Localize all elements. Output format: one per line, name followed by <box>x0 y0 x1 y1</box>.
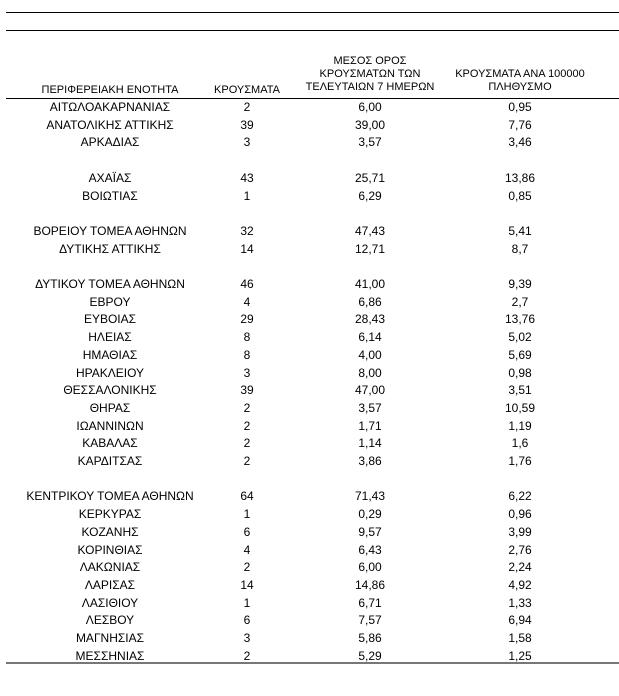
cell-region: ΗΛΕΙΑΣ <box>88 330 132 345</box>
cell-avg7: 28,43 <box>354 312 386 327</box>
cell-avg7: 6,43 <box>358 542 382 557</box>
header-region: ΠΕΡΙΦΕΡΕΙΑΚΗ ΕΝΟΤΗΤΑ <box>41 84 179 96</box>
cell-cases: 2 <box>243 560 251 575</box>
cell-region: ΑΝΑΤΟΛΙΚΗΣ ΑΤΤΙΚΗΣ <box>46 117 174 132</box>
table-row <box>0 311 619 327</box>
table-row <box>0 117 619 133</box>
cell-region: ΚΑΡΔΙΤΣΑΣ <box>77 454 143 468</box>
header-cases: ΚΡΟΥΣΜΑΤΑ <box>214 84 280 96</box>
cell-per100k: 5,69 <box>508 347 532 362</box>
table-row <box>0 630 619 646</box>
table-row <box>0 241 619 257</box>
cell-avg7: 41,00 <box>354 277 386 291</box>
cell-per100k: 4,92 <box>508 577 532 592</box>
table-row <box>0 382 619 398</box>
cell-per100k: 0,96 <box>508 507 532 522</box>
cell-per100k: 1,33 <box>508 595 532 610</box>
cell-per100k: 7,76 <box>508 117 532 132</box>
cell-region: ΚΕΡΚΥΡΑΣ <box>78 507 142 522</box>
cell-region: ΘΗΡΑΣ <box>89 400 131 415</box>
cell-per100k: 13,86 <box>504 170 536 185</box>
cell-per100k: 0,95 <box>508 100 532 114</box>
cell-cases: 1 <box>243 188 251 203</box>
cell-cases: 3 <box>243 365 251 380</box>
table-row <box>0 577 619 593</box>
cell-cases: 4 <box>243 542 251 557</box>
cell-avg7: 7,57 <box>358 613 382 628</box>
cell-avg7: 4,00 <box>358 347 382 362</box>
cell-per100k: 6,22 <box>508 489 532 504</box>
table-row <box>0 595 619 611</box>
cell-region: ΛΕΣΒΟΥ <box>85 613 135 628</box>
cell-cases: 2 <box>243 648 251 663</box>
cell-per100k: 3,46 <box>508 135 532 150</box>
cell-per100k: 1,6 <box>511 436 529 451</box>
cell-cases: 8 <box>243 347 251 362</box>
cell-avg7: 25,71 <box>354 170 386 185</box>
cell-region: ΕΒΡΟΥ <box>89 294 131 309</box>
cell-cases: 6 <box>243 613 251 628</box>
cell-cases: 14 <box>240 241 254 256</box>
cell-cases: 32 <box>240 223 254 238</box>
cell-per100k: 2,24 <box>508 560 532 575</box>
cell-cases: 3 <box>243 135 251 150</box>
table-row <box>0 435 619 451</box>
cell-region: ΛΑΚΩΝΙΑΣ <box>79 560 141 575</box>
cell-cases: 46 <box>240 277 254 291</box>
cell-avg7: 71,43 <box>354 489 386 504</box>
table-row <box>0 347 619 363</box>
cell-region: ΘΕΣΣΑΛΟΝΙΚΗΣ <box>63 383 157 398</box>
cell-avg7: 47,43 <box>354 223 386 238</box>
cell-region: ΕΥΒΟΙΑΣ <box>83 312 137 327</box>
cell-cases: 2 <box>243 436 251 451</box>
cell-avg7: 47,00 <box>354 383 386 398</box>
table-row <box>0 524 619 540</box>
cell-region: ΛΑΡΙΣΑΣ <box>84 577 136 592</box>
cell-cases: 8 <box>243 330 251 345</box>
cell-per100k: 8,7 <box>511 241 529 256</box>
cell-cases: 14 <box>240 577 254 592</box>
table-row <box>0 329 619 345</box>
cell-cases: 64 <box>240 489 254 504</box>
table-row <box>0 276 619 292</box>
cell-per100k: 10,59 <box>504 400 536 415</box>
cell-cases: 4 <box>243 294 251 309</box>
cell-per100k: 1,19 <box>508 418 532 433</box>
cell-cases: 2 <box>243 454 251 468</box>
table-row <box>0 612 619 628</box>
cell-cases: 43 <box>240 170 254 185</box>
cell-region: ΒΟΙΩΤΙΑΣ <box>82 188 138 203</box>
cell-region: ΚΕΝΤΡΙΚΟΥ ΤΟΜΕΑ ΑΘΗΝΩΝ <box>26 489 194 504</box>
cell-per100k: 2,76 <box>508 542 532 557</box>
cell-per100k: 0,85 <box>508 188 532 203</box>
cell-cases: 39 <box>240 117 254 132</box>
cell-cases: 29 <box>240 312 254 327</box>
cell-avg7: 6,14 <box>358 330 382 345</box>
cell-region: ΒΟΡΕΙΟΥ ΤΟΜΕΑ ΑΘΗΝΩΝ <box>33 223 187 238</box>
header-avg7-line: ΚΡΟΥΣΜΑΤΩΝ ΤΩΝ <box>319 68 421 80</box>
cell-cases: 3 <box>243 631 251 645</box>
cell-avg7: 12,71 <box>354 241 386 256</box>
cell-cases: 1 <box>243 507 251 522</box>
cell-cases: 6 <box>243 524 251 539</box>
cell-per100k: 2,7 <box>511 294 529 309</box>
table-row <box>0 365 619 381</box>
cell-region: ΑΧΑΪΑΣ <box>88 170 132 185</box>
cell-region: ΛΑΣΙΘΙΟΥ <box>81 595 139 610</box>
cell-per100k: 5,41 <box>508 223 532 238</box>
table-row <box>0 542 619 558</box>
cell-region: ΗΡΑΚΛΕΙΟΥ <box>75 365 145 380</box>
cell-region: ΑΡΚΑΔΙΑΣ <box>80 135 140 150</box>
cell-avg7: 5,86 <box>358 631 382 645</box>
cell-cases: 2 <box>243 418 251 433</box>
table-row <box>0 400 619 416</box>
cell-avg7: 0,29 <box>358 507 382 522</box>
cell-region: ΑΙΤΩΛΟΑΚΑΡΝΑΝΙΑΣ <box>49 100 171 114</box>
cell-per100k: 9,39 <box>508 277 532 291</box>
cell-cases: 2 <box>243 100 251 114</box>
cell-region: ΚΟΡΙΝΘΙΑΣ <box>77 542 143 557</box>
table-row <box>0 418 619 434</box>
cell-per100k: 13,76 <box>504 312 536 327</box>
table-row <box>0 223 619 239</box>
cell-per100k: 6,94 <box>508 613 532 628</box>
cell-avg7: 3,86 <box>358 454 382 468</box>
table-row <box>0 294 619 310</box>
cell-avg7: 6,29 <box>358 188 382 203</box>
cell-region: ΔΥΤΙΚΗΣ ΑΤΤΙΚΗΣ <box>59 241 161 256</box>
cell-per100k: 3,51 <box>508 383 532 398</box>
cell-avg7: 39,00 <box>354 117 386 132</box>
cell-per100k: 5,02 <box>508 330 532 345</box>
cell-cases: 39 <box>240 383 254 398</box>
table-bottom-rule <box>6 662 619 664</box>
cell-per100k: 1,58 <box>508 631 532 645</box>
table-row <box>0 170 619 186</box>
cell-avg7: 6,86 <box>358 294 382 309</box>
cell-region: ΔΥΤΙΚΟΥ ΤΟΜΕΑ ΑΘΗΝΩΝ <box>35 277 185 291</box>
table-row <box>0 134 619 150</box>
header-per100k-line: ΠΛΗΘΥΣΜΟ <box>488 81 552 93</box>
cell-avg7: 1,71 <box>358 418 382 433</box>
table-row <box>0 188 619 204</box>
table-row <box>0 453 619 469</box>
cell-per100k: 0,98 <box>508 365 532 380</box>
table-row <box>0 559 619 575</box>
table-row <box>0 99 619 115</box>
cell-avg7: 5,29 <box>358 648 382 663</box>
header-avg7-line: ΤΕΛΕΥΤΑΙΩΝ 7 ΗΜΕΡΩΝ <box>305 81 435 93</box>
cell-region: ΜΕΣΣΗΝΙΑΣ <box>75 648 145 663</box>
cell-avg7: 3,57 <box>358 400 382 415</box>
cell-avg7: 14,86 <box>354 577 386 592</box>
cell-cases: 1 <box>243 595 251 610</box>
cell-avg7: 3,57 <box>358 135 382 150</box>
table-row <box>0 506 619 522</box>
cell-region: ΚΑΒΑΛΑΣ <box>82 436 138 451</box>
cell-avg7: 6,00 <box>358 560 382 575</box>
cell-avg7: 6,71 <box>358 595 382 610</box>
cell-cases: 2 <box>243 400 251 415</box>
cell-avg7: 1,14 <box>358 436 382 451</box>
cell-per100k: 3,99 <box>508 524 532 539</box>
cell-per100k: 1,25 <box>508 648 532 663</box>
header-per100k-line: ΚΡΟΥΣΜΑΤΑ ΑΝΑ 100000 <box>455 68 585 80</box>
header-avg7-line: ΜΕΣΟΣ ΟΡΟΣ <box>333 55 407 67</box>
cell-per100k: 1,76 <box>508 454 532 468</box>
cell-region: ΙΩΑΝΝΙΝΩΝ <box>76 418 144 433</box>
table-row <box>0 488 619 504</box>
cell-avg7: 6,00 <box>358 100 382 114</box>
cell-avg7: 9,57 <box>358 524 382 539</box>
cell-region: ΜΑΓΝΗΣΙΑΣ <box>75 631 145 645</box>
cell-avg7: 8,00 <box>358 365 382 380</box>
cell-region: ΗΜΑΘΙΑΣ <box>82 347 138 362</box>
cell-region: ΚΟΖΑΝΗΣ <box>81 524 139 539</box>
